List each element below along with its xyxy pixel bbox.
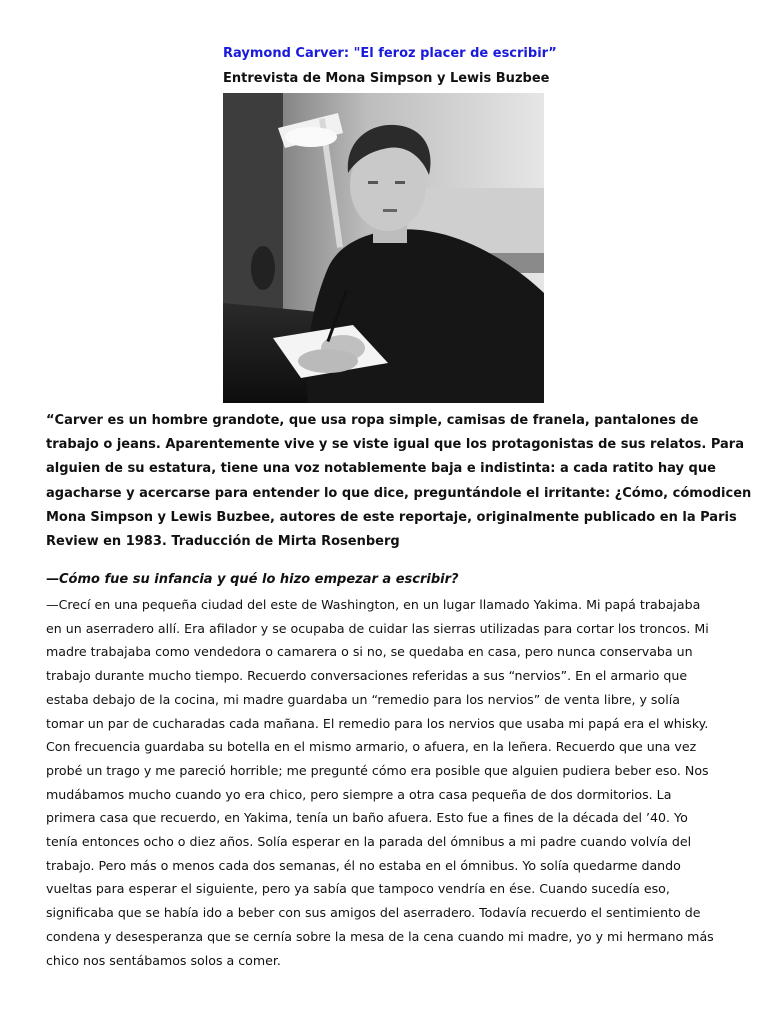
answer-line: chico nos sentábamos solos a comer.: [46, 952, 281, 968]
answer-line: —Crecí en una pequeña ciudad del este de Washington, en un lugar llamado Yakima. Mi papá trabajaba: [46, 597, 701, 612]
answer-line: vueltas para esperar el siguiente, pero ya sabía que tampoco vendría en ése. Cuando sucedía eso,: [46, 881, 670, 897]
intro-line: “Carver es un hombre grandote, que usa ropa simple, camisas de franela, pantalones de: [46, 413, 699, 428]
intro-paragraph: [46, 409, 752, 554]
answer-line: trabajo durante mucho tiempo. Recuerdo conversaciones referidas a sus “nervios”. En el armario que: [46, 668, 688, 684]
intro-line: Mona Simpson y Lewis Buzbee, autores de este reportaje, originalmente publicado en la Paris: [46, 509, 737, 525]
answer-line: Con frecuencia guardaba su botella en el mismo armario, o afuera, en la leñera. Recuerdo que una vez: [46, 739, 697, 755]
answer-line: primera casa que recuerdo, en Yakima, tenía un baño afuera. Esto fue a fines de la década del ’40. Yo: [46, 810, 688, 826]
answer-line: tomar un par de cucharadas cada mañana. El remedio para los nervios que usaba mi papá era el whisky.: [46, 715, 709, 731]
interview-question: [46, 570, 736, 590]
article-byline: Entrevista de Mona Simpson y Lewis Buzbee: [223, 71, 550, 86]
answer-line: en un aserradero allí. Era afilador y se ocupaba de cuidar las sierras utilizadas para cortar los troncos. Mi: [46, 620, 709, 636]
intro-line: agacharse y acercarse para entender lo que dice, preguntándole el irritante: ¿Cómo, cómodicen: [46, 485, 752, 501]
question-text: Cómo fue su infancia y qué lo hizo empezar a escribir?: [59, 572, 459, 587]
answer-line: trabajo. Pero más o menos cada dos semanas, él no estaba en el ómnibus. Yo solía quedarme dando: [46, 857, 681, 873]
answer-line: significaba que se había ido a beber con sus amigos del aserradero. Todavía recuerdo el sentimiento de: [46, 905, 701, 921]
author-portrait-photo: [223, 93, 544, 403]
answer-line: probé un trago y me pareció horrible; me pregunté cómo era posible que alguien pudiera beber eso. Nos: [46, 762, 709, 778]
answer-line: tenía entonces ocho o diez años. Solía esperar en la parada del ómnibus a mi padre cuando volvía del: [46, 834, 692, 850]
answer-line: mudábamos mucho cuando yo era chico, pero siempre a otra casa pequeña de dos dormitorios. La: [46, 786, 672, 802]
answer-line: madre trabajaba como vendedora o camarera o si no, se quedaba en casa, pero nunca conservaba un: [46, 644, 693, 660]
intro-line: Review en 1983. Traducción de Mirta Rosenberg: [46, 534, 400, 550]
intro-line: alguien de su estatura, tiene una voz notablemente baja e indistinta: a cada ratito hay que: [46, 461, 716, 477]
article-title: Raymond Carver: "El feroz placer de escribir”: [223, 46, 557, 61]
intro-line: trabajo o jeans. Aparentemente vive y se viste igual que los protagonistas de sus relatos. Para: [46, 437, 744, 453]
question-dash: —: [46, 572, 59, 587]
answer-line: condena y desesperanza que se cernía sobre la mesa de la cena cuando mi madre, yo y mi hermano más: [46, 928, 714, 944]
portrait-photo-icon: [223, 93, 544, 403]
answer-line: estaba debajo de la cocina, mi madre guardaba un “remedio para los nervios” de venta libre, y solía: [46, 691, 680, 707]
interview-answer: [46, 593, 736, 972]
